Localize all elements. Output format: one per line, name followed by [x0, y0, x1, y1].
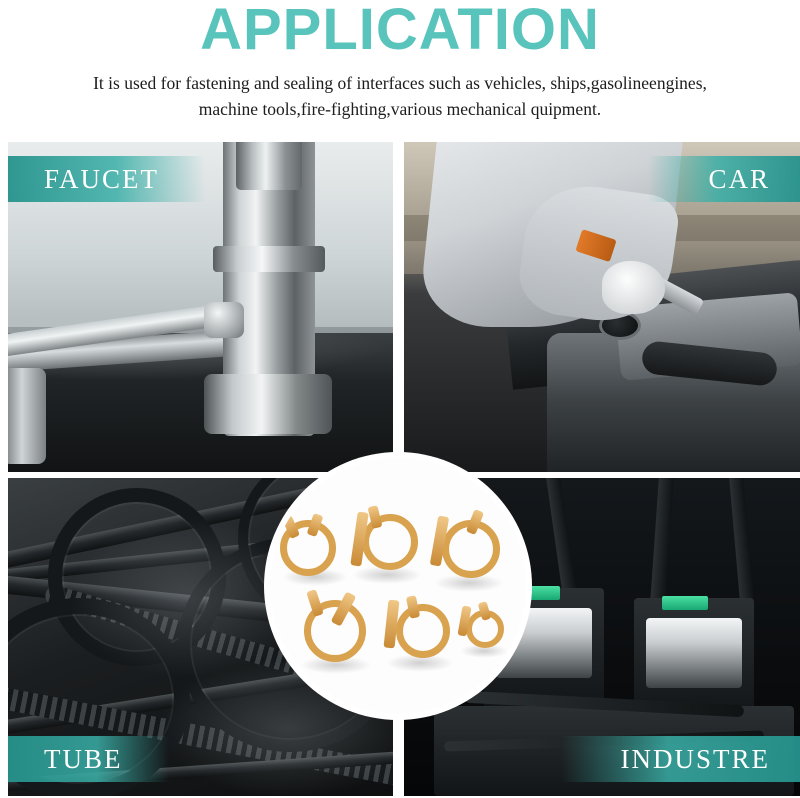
panel-label-tube: TUBE	[8, 736, 169, 782]
hose-clamp	[348, 508, 428, 588]
panel-car	[404, 142, 800, 472]
subtitle-line-1: It is used for fastening and sealing of interfaces such as vehicles, ships,gasolineengines,	[93, 73, 707, 93]
clamp-ring	[396, 604, 450, 658]
faucet-side-handle	[8, 368, 46, 464]
machine-cable	[727, 478, 754, 608]
hose-clamp	[430, 514, 512, 596]
hose-clamp	[458, 604, 514, 660]
hose-clamp	[294, 592, 380, 678]
panel-label-industry: INDUSTRE	[561, 736, 800, 782]
hose-clamp	[280, 516, 350, 586]
machine-indicator	[662, 596, 708, 610]
product-showcase-circle	[270, 458, 526, 714]
hose-clamp	[382, 596, 460, 674]
faucet-cap	[236, 142, 302, 190]
faucet-knob	[204, 302, 244, 338]
panel-label-faucet: FAUCET	[8, 156, 205, 202]
page-title: APPLICATION	[200, 0, 600, 62]
application-grid	[0, 140, 800, 798]
page-subtitle	[20, 70, 780, 122]
header	[0, 0, 800, 140]
subtitle-line-2: machine tools,fire-fighting,various mechanical quipment.	[198, 99, 602, 119]
panel-label-car: CAR	[648, 156, 800, 202]
faucet-collar-lower	[204, 374, 332, 434]
machine-face	[646, 618, 742, 688]
mechanic-glove	[602, 261, 665, 314]
faucet-collar-upper	[213, 246, 325, 272]
panel-faucet	[8, 142, 393, 472]
